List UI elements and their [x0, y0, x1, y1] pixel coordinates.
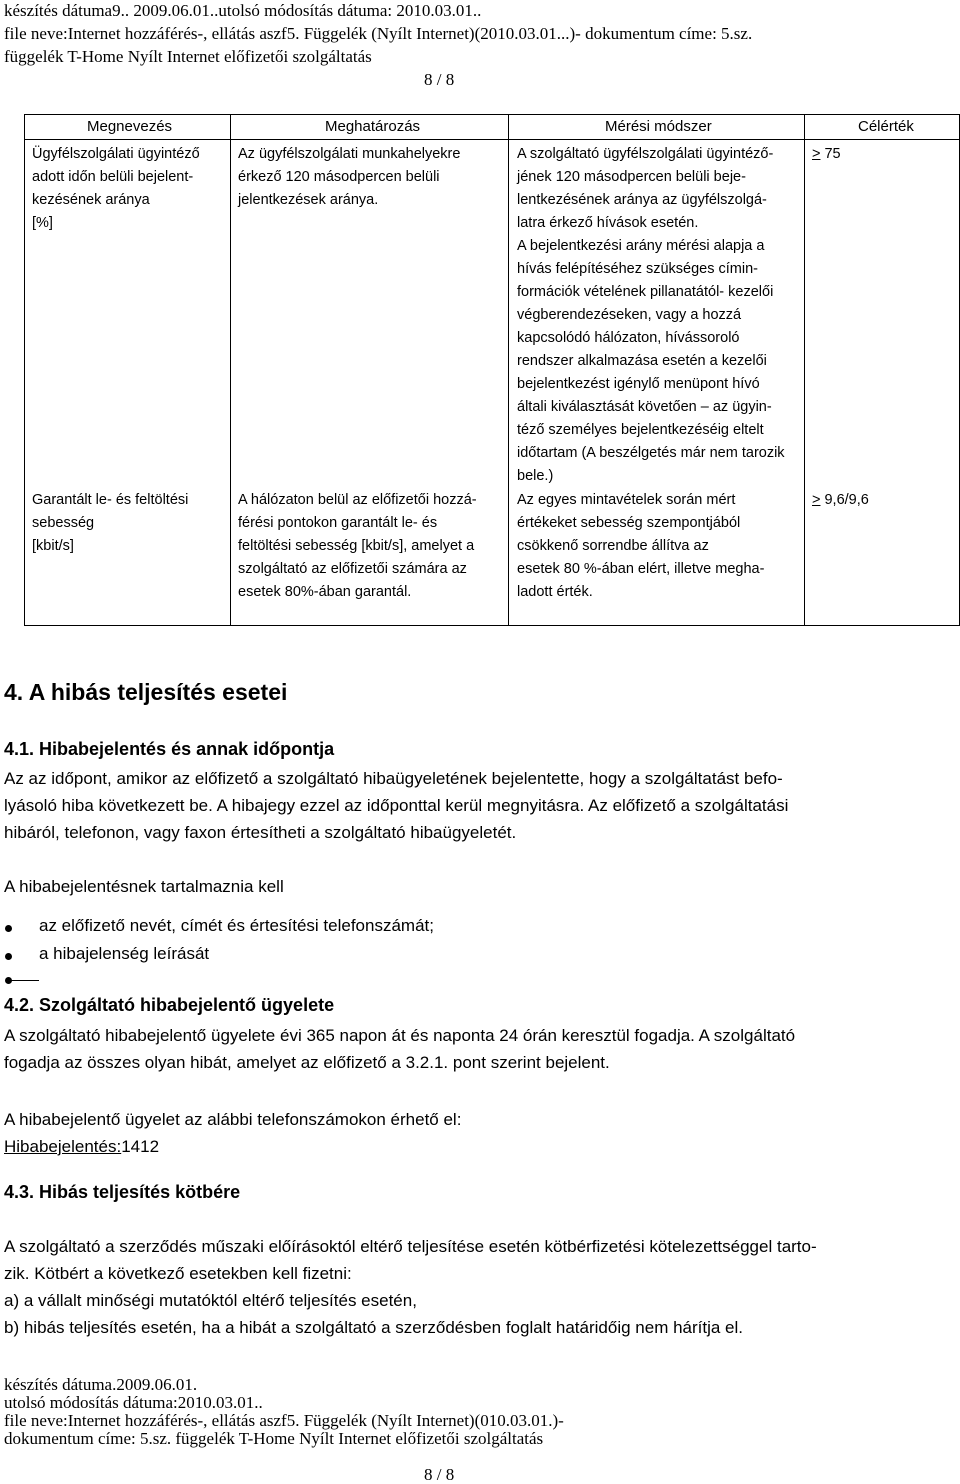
list-intro: A hibabejelentésnek tartalmaznia kell: [4, 877, 284, 896]
section-4-3-title: 4.3. Hibás teljesítés kötbére: [4, 1182, 241, 1202]
section-4-1-paragraph: Az az időpont, amikor az előfizető a szolgáltató hibaügyeletének bejelentette, hogy a szolgáltatást befo- lyásoló hiba következett be. A hibajegy ezzel az időponttal kerül megnyitásra. Az előfizető a szolgáltatási hibáról, telefonon, vagy faxon értesítheti a szolgáltató hibaügyeletét.: [4, 769, 789, 842]
list-item: az előfizető nevét, címét és értesítési telefonszámát;: [39, 916, 434, 935]
footer-page-number: 8 / 8: [424, 1465, 455, 1484]
quality-metrics-table: [24, 114, 960, 626]
bullet-icon: [5, 953, 12, 960]
col-header-definition: Meghatározás: [325, 118, 421, 135]
page-footer: [4, 1376, 564, 1448]
col-header-name: Megnevezés: [87, 118, 173, 135]
table-row-2-method: Az egyes mintavételek során mért értékeket sebesség szempontjából csökkenő sorrendbe állítva az esetek 80 %-ában elért, illetve megha- ladott érték.: [517, 492, 765, 600]
table-row-1-method: A szolgáltató ügyfélszolgálati ügyintéző- jének 120 másodpercen belüli beje- lentkezésének aránya az ügyfélszolgá- latra érkező hívások esetén. A bejelentkezési arány mérési alapja a hívás felépítéséhez szükséges címin- formációk vételének pillanatától- kezelői végberendezéseken, vagy a hozzá kapcsolódó hálózaton, hívássoroló rendszer alkalmazása esetén a kezelői bejelentkezést igénylő menüpont hívó általi kiválasztását követően – az ügyin- téző személyes bejelentkezéséig eltelt időtartam (A beszélgetés már nem tarozik bele.): [517, 146, 785, 484]
section-4-2-title: 4.2. Szolgáltató hibabejelentő ügyelete: [4, 995, 335, 1015]
empty-list-item-line: [11, 980, 39, 981]
section-4-1-title: 4.1. Hibabejelentés és annak időpontja: [4, 739, 335, 759]
footer-line-3: file neve:Internet hozzáférés-, ellátás aszf5. Függelék (Nyílt Internet)(010.03.01.)-: [4, 1411, 564, 1430]
phone-number: 1412: [121, 1137, 160, 1156]
bullet-icon: [5, 925, 12, 932]
table-row-2-definition: A hálózaton belül az előfizetői hozzá- férési pontokon garantált le- és feltöltési sebesség [kbit/s], amelyet a szolgáltató az előfizetői számára az esetek 80%-ában garantál.: [238, 492, 477, 600]
header-line-3: függelék T-Home Nyílt Internet előfizetői szolgáltatás: [4, 47, 372, 66]
header-line-1: készítés dátuma9.. 2009.06.01..utolsó módosítás dátuma: 2010.03.01..: [4, 1, 482, 20]
table-row-2-name: Garantált le- és feltöltési sebesség [kbit/s]: [32, 492, 189, 554]
phone-numbers-intro: A hibabejelentő ügyelet az alábbi telefonszámokon érhető el:: [4, 1110, 462, 1129]
col-header-method: Mérési módszer: [605, 118, 712, 135]
footer-line-1: készítés dátuma.2009.06.01.: [4, 1375, 198, 1394]
header-page-number: 8 / 8: [424, 70, 455, 89]
phone-label: Hibabejelentés:: [4, 1137, 122, 1156]
footer-line-4: dokumentum címe: 5.sz. függelék T-Home Nyílt Internet előfizetői szolgáltatás: [4, 1429, 544, 1448]
header-line-2: file neve:Internet hozzáférés-, ellátás aszf5. Függelék (Nyílt Internet)(2010.03.01...)- dokumentum címe: 5.sz.: [4, 24, 753, 43]
section-4-3-paragraph: A szolgáltató a szerződés műszaki előírásoktól eltérő teljesítése esetén kötbérfizetési kötelezettséggel tarto- zik. Kötbért a következő esetekben kell fizetni: a) a vállalt minőségi mutatóktól eltérő teljesítés esetén, b) hibás teljesítés esetén, ha a hibát a szolgáltató a szerződésben foglalt határidőig nem hárítja el.: [4, 1237, 817, 1337]
table-row-1-target: > 75: [812, 146, 841, 162]
table-row-1-definition: Az ügyfélszolgálati munkahelyekre érkező 120 másodpercen belüli jelentkezések aránya.: [238, 146, 461, 208]
phone-line: [4, 1133, 159, 1160]
table-row-2-target: > 9,6/9,6: [812, 492, 869, 508]
list-item: a hibajelenség leírását: [39, 944, 210, 963]
col-header-target: Célérték: [858, 118, 914, 135]
footer-line-2: utolsó módosítás dátuma:2010.03.01..: [4, 1393, 263, 1412]
section-4-title: 4. A hibás teljesítés esetei: [4, 679, 288, 705]
table-row-1-name: Ügyfélszolgálati ügyintéző adott időn belüli bejelent- kezésének aránya [%]: [32, 146, 200, 231]
section-4-2-paragraph: A szolgáltató hibabejelentő ügyelete évi 365 napon át és naponta 24 órán keresztül fogadja. A szolgáltató fogadja az összes olyan hibát, amelyet az előfizető a 3.2.1. pont szerint bejelent.: [4, 1026, 796, 1072]
